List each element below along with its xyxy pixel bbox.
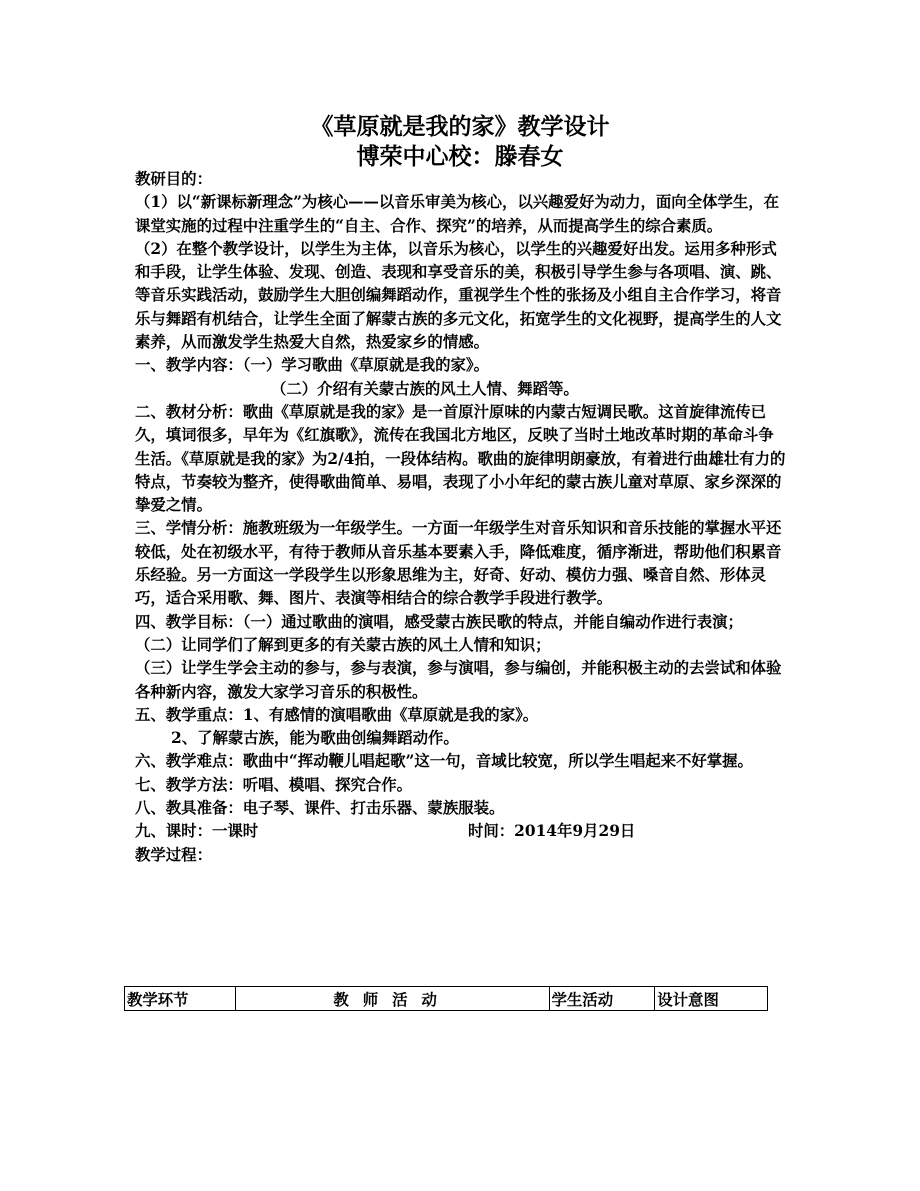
research-purpose-2: （2）在整个教学设计，以学生为主体，以音乐为核心，以学生的兴趣爱好出发。运用多种形式和手段，让学生体验、发现、创造、表现和享受音乐的美，积极引导学生参与各项唱、演、跳、等音乐实践活动，鼓励学生大胆创编舞蹈动作，重视学生个性的张扬及小组自主合作学习，将音乐与舞蹈有机结合，让学生全面了解蒙古族的多元文化，拓宽学生的文化视野，提高学生的人文素养，从而激发学生热爱大自然，热爱家乡的情感。 xyxy=(135,239,782,352)
teaching-difficulty: 六、教学难点：歌曲中“挥动鞭儿唱起歌”这一句，音域比较宽，所以学生唱起来不好掌握。 xyxy=(135,752,753,771)
teaching-goal-2: （二）让同学们了解到更多的有关蒙古族的风土人情和知识； xyxy=(135,635,551,654)
teaching-process-heading: 教学过程： xyxy=(135,845,212,864)
teaching-goal-1: 四、教学目标：（一）通过歌曲的演唱，感受蒙古族民歌的特点，并能自编动作进行表演； xyxy=(135,612,743,631)
table-header-row xyxy=(125,987,768,1011)
header-design-intent: 设计意图 xyxy=(655,987,768,1011)
teaching-content-1: 一、教学内容：（一）学习歌曲《草原就是我的家》。 xyxy=(135,356,489,375)
teaching-focus-1: 五、教学重点：1、有感情的演唱歌曲《草原就是我的家》。 xyxy=(135,705,539,724)
lesson-date: 时间：2014年9月29日 xyxy=(468,822,636,841)
teaching-tools: 八、教具准备：电子琴、课件、打击乐器、蒙族服装。 xyxy=(135,799,505,818)
teaching-content-2: （二）介绍有关蒙古族的风土人情、舞蹈等。 xyxy=(271,379,579,398)
document-title: 《草原就是我的家》教学设计 xyxy=(310,113,610,140)
material-analysis: 二、教材分析：歌曲《草原就是我的家》是一首原汁原味的内蒙古短调民歌。这首旋律流传已久，填词很多，早年为《红旗歌》，流传在我国北方地区，反映了当时土地改革时期的革命斗争生活。《草原就是我的家》为2/4拍，一段体结构。歌曲的旋律明朗豪放，有着进行曲雄壮有力的特点，节奏较为整齐，使得歌曲简单、易唱，表现了小小年纪的蒙古族儿童对草原、家乡深深的挚爱之情。 xyxy=(135,402,786,515)
header-student-activity: 学生活动 xyxy=(549,987,655,1011)
header-teaching-stage: 教学环节 xyxy=(125,987,236,1011)
lesson-hours: 九、课时：一课时 xyxy=(135,822,259,841)
teaching-focus-2: 2、了解蒙古族，能为歌曲创编舞蹈动作。 xyxy=(171,729,459,748)
research-purpose-heading: 教研目的： xyxy=(135,170,212,188)
schedule-line xyxy=(135,820,787,843)
teaching-goal-3: （三）让学生学会主动的参与，参与表演，参与演唱，参与编创，并能积极主动的去尝试和体验各种新内容，激发大家学习音乐的积极性。 xyxy=(135,659,782,701)
document-body xyxy=(135,168,787,867)
header-teacher-activity: 教师活动 xyxy=(235,987,549,1011)
research-purpose-1: （1）以“新课标新理念”为核心——以音乐审美为核心，以兴趣爱好为动力，面向全体学生，在课堂实施的过程中注重学生的“自主、合作、探究”的培养，从而提高学生的综合素质。 xyxy=(135,193,780,235)
teaching-process-table xyxy=(124,986,768,1011)
teaching-method: 七、教学方法：听唱、模唱、探究合作。 xyxy=(135,775,413,794)
document-author: 博荣中心校：滕春女 xyxy=(356,143,564,170)
student-analysis: 三、学情分析：施教班级为一年级学生。一方面一年级学生对音乐知识和音乐技能的掌握水平还较低，处在初级水平，有待于教师从音乐基本要素入手，降低难度，循序渐进，帮助他们积累音乐经验。另一方面这一学段学生以形象思维为主，好奇、好动、模仿力强、嗓音自然、形体灵巧，适合采用歌、舞、图片、表演等相结合的综合教学手段进行教学。 xyxy=(135,519,782,608)
